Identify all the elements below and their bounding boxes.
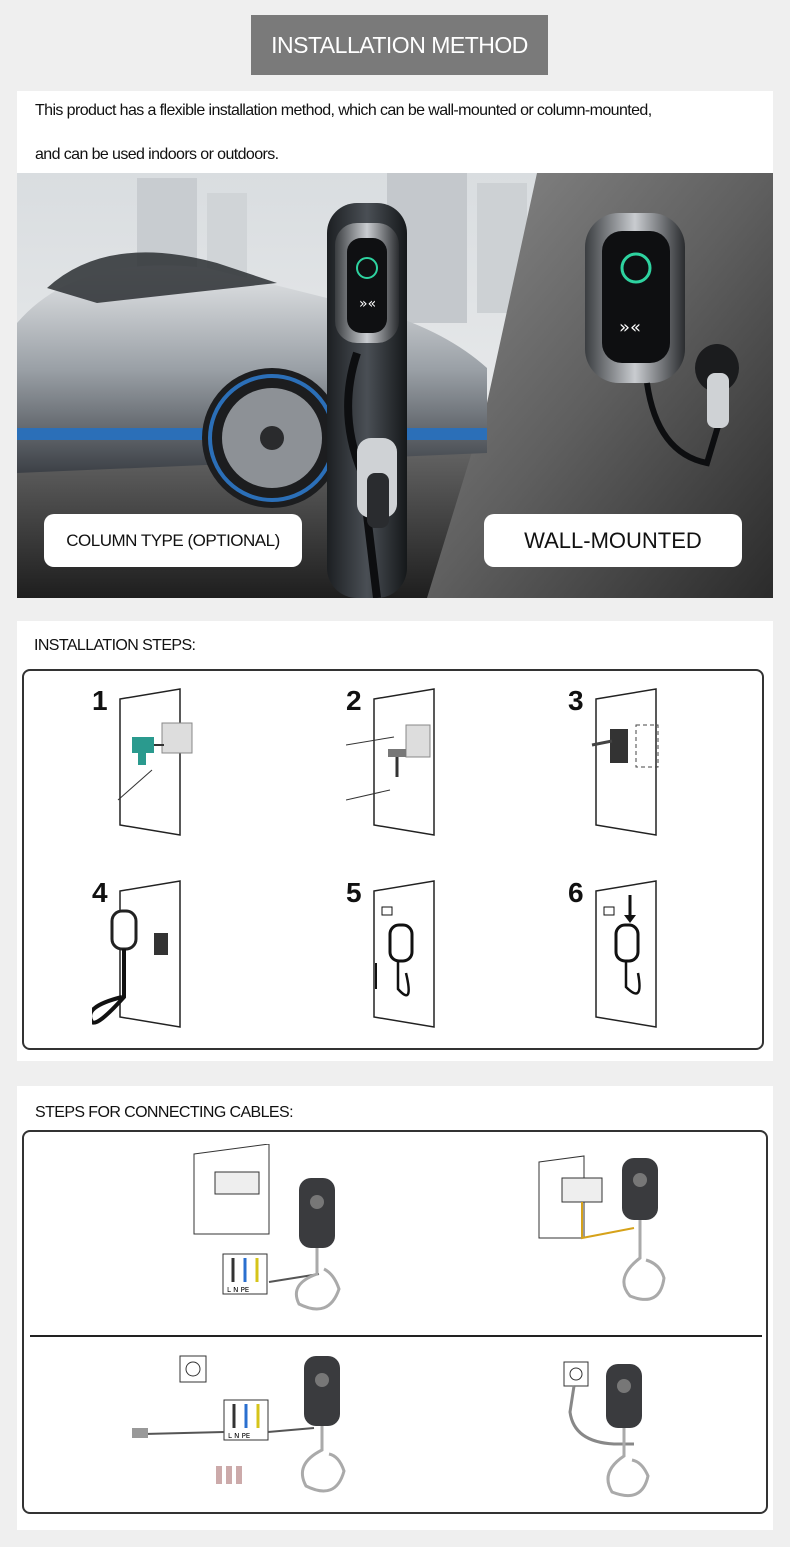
column-type-label: COLUMN TYPE (OPTIONAL) — [44, 514, 302, 567]
wall-mounted-label: WALL-MOUNTED — [484, 514, 742, 567]
intro-line-2: and can be used indoors or outdoors. — [35, 146, 279, 163]
intro-line-1: This product has a flexible installation method, which can be wall-mounted or column-mounted, — [35, 102, 652, 119]
page-title: INSTALLATION METHOD — [251, 15, 548, 75]
breaker-box-icon — [189, 1144, 449, 1324]
intro-section — [17, 91, 773, 173]
installation-steps-section — [17, 621, 773, 1061]
charger-icon — [568, 877, 698, 1042]
step-number: 6 — [568, 877, 584, 908]
socket-icon — [124, 1346, 384, 1514]
plug-icon — [544, 1352, 724, 1514]
hero-image — [17, 173, 773, 598]
plug-icon — [346, 877, 476, 1042]
connecting-cables-frame — [22, 1130, 768, 1514]
terminal-label: L N PE — [227, 1286, 250, 1294]
step-number: 4 — [92, 877, 108, 908]
section-divider — [30, 1335, 762, 1337]
charger-icon — [534, 1148, 714, 1328]
installation-steps-title: INSTALLATION STEPS: — [34, 637, 196, 654]
connecting-cables-section — [17, 1086, 773, 1530]
step-number: 5 — [346, 877, 362, 908]
svg-text:»«: »« — [359, 296, 377, 312]
step-number: 3 — [568, 685, 584, 716]
screwdriver-icon — [568, 685, 698, 850]
connecting-cables-title: STEPS FOR CONNECTING CABLES: — [35, 1104, 293, 1121]
drill-icon — [92, 685, 222, 850]
step-number: 2 — [346, 685, 362, 716]
svg-text:»«: »« — [619, 317, 642, 338]
charger-icon — [92, 877, 222, 1042]
installation-steps-frame — [22, 669, 764, 1050]
terminal-label: L N PE — [228, 1432, 251, 1440]
step-number: 1 — [92, 685, 108, 716]
hammer-icon — [346, 685, 476, 850]
